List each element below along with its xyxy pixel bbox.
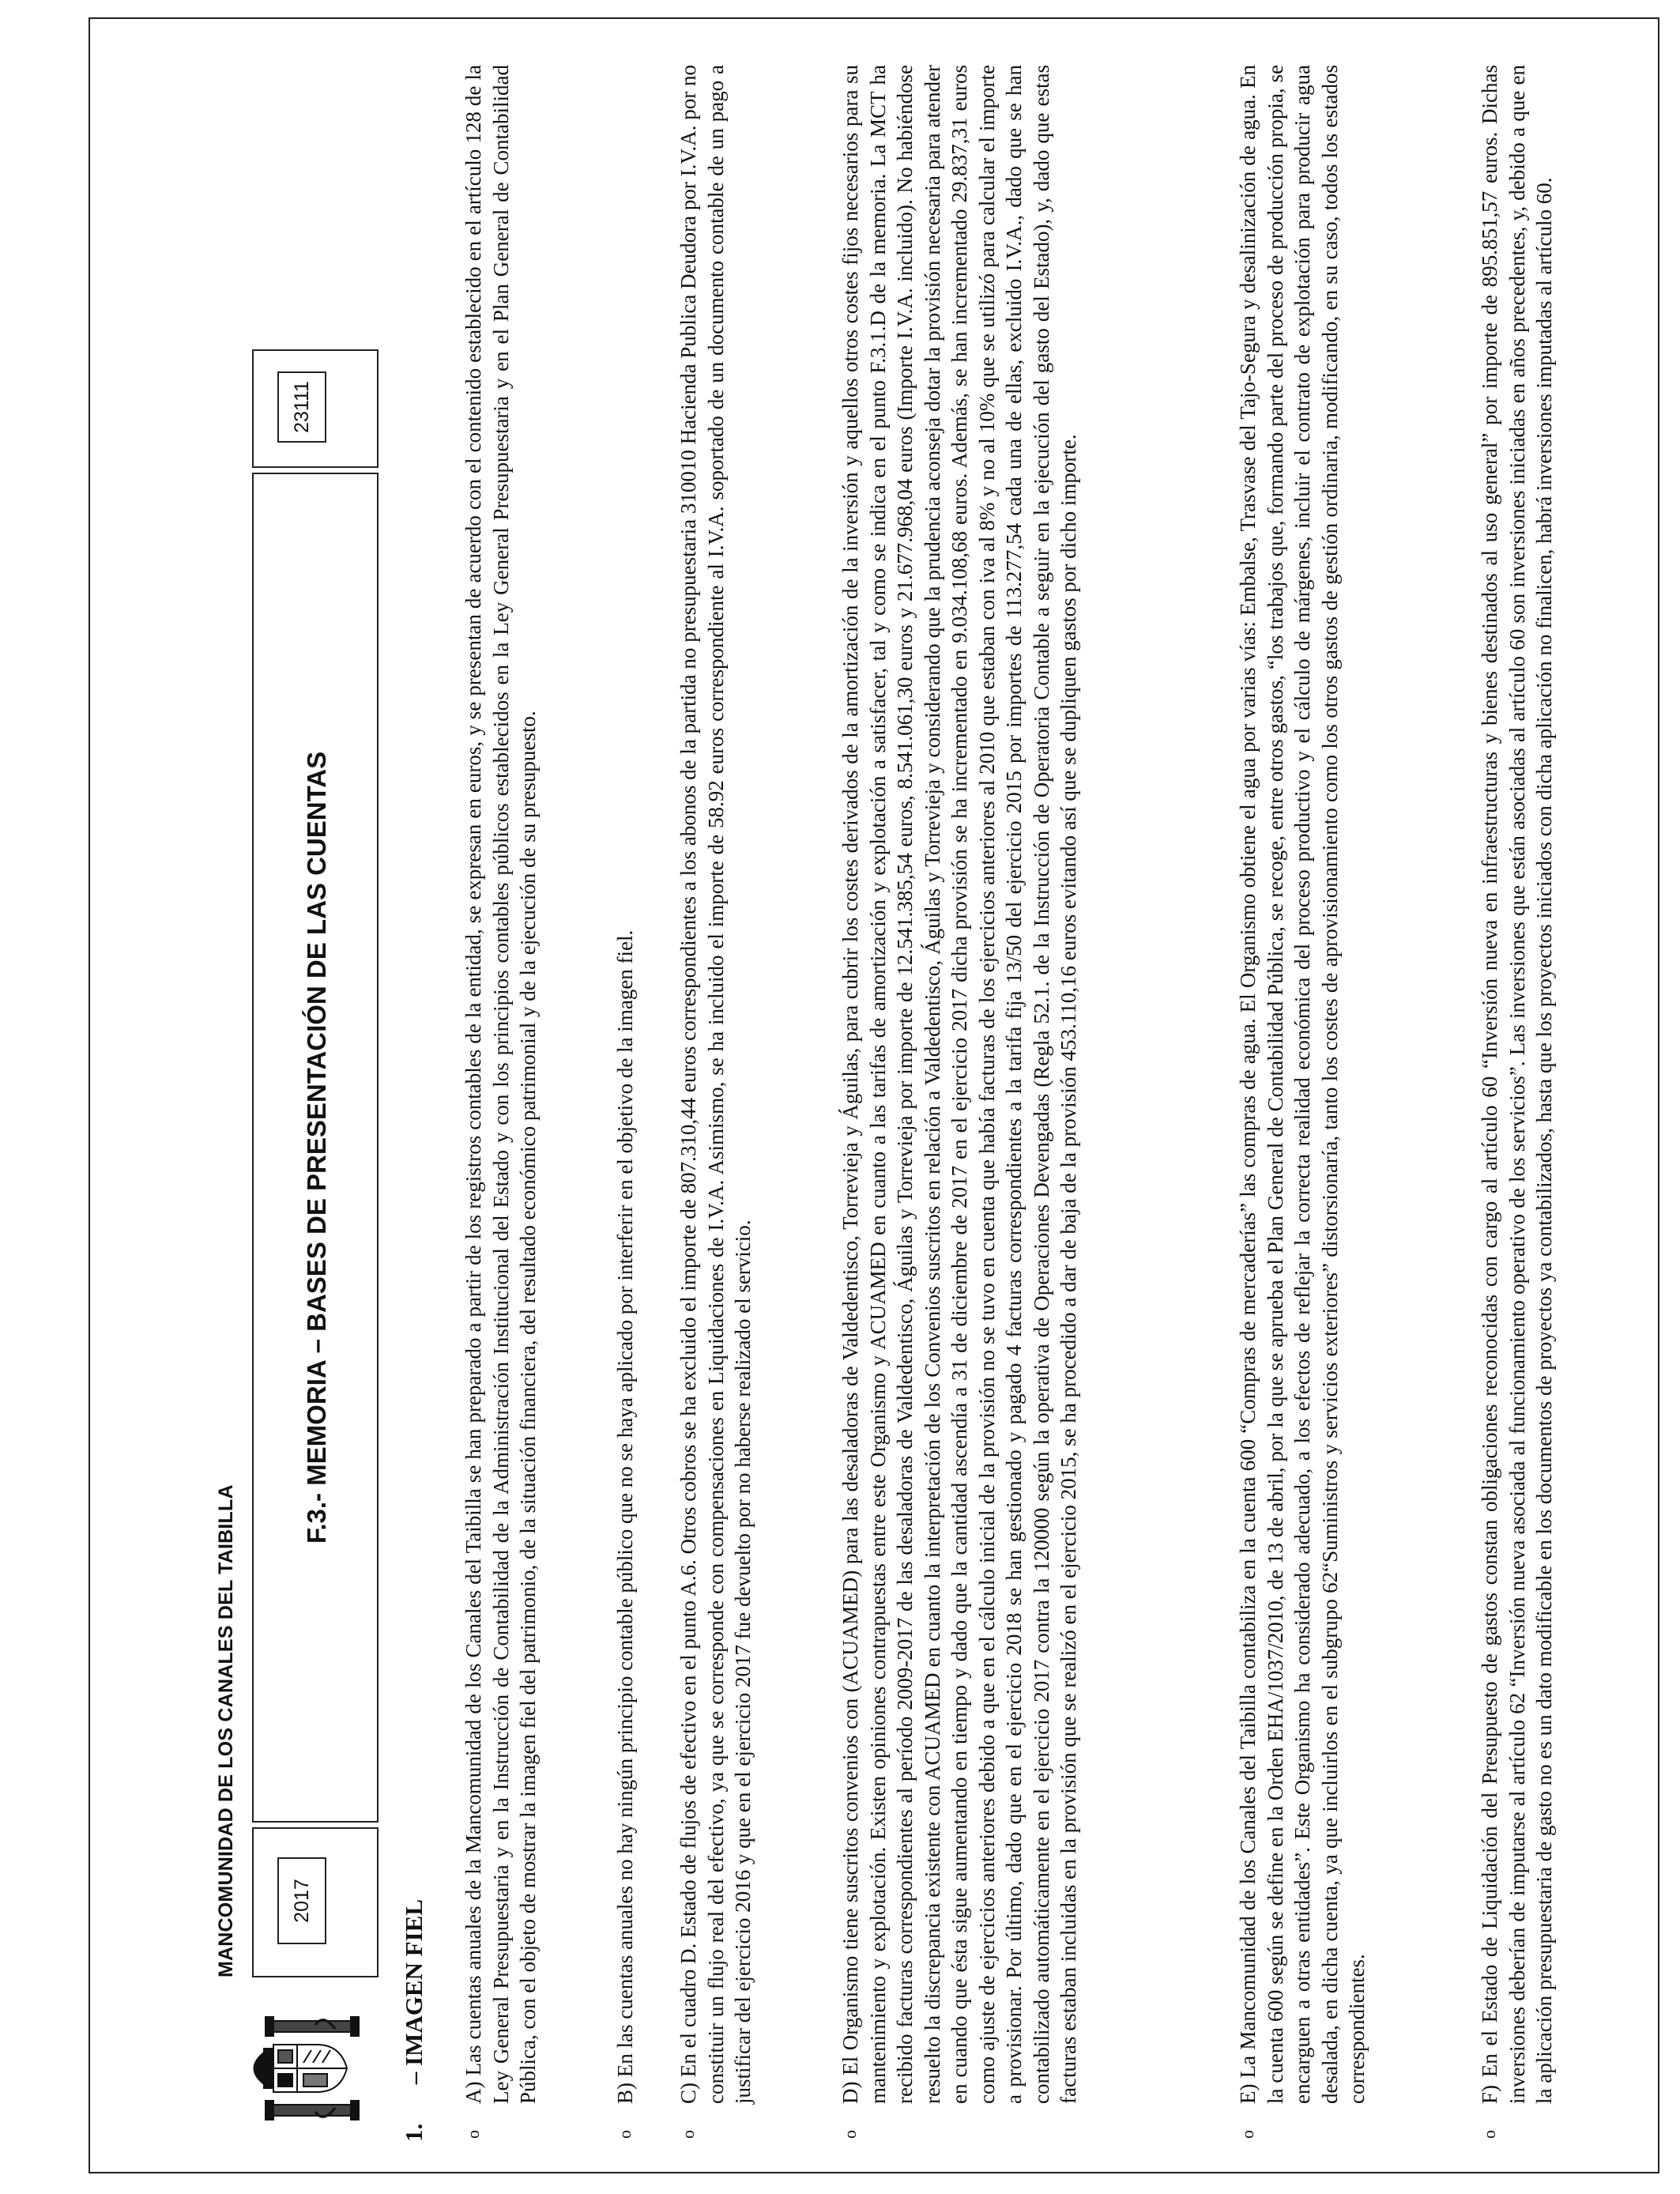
- paragraph-text: B) En las cuentas anuales no hay ningún principio contable público que no se haya aplicado por interferir en el objetivo de la imagen fiel.: [613, 929, 637, 2104]
- paragraph-text: C) En el cuadro D. Estado de flujos de efectivo en el punto A.6. Otros cobros se ha excluido el importe de 807.310,44 euros correspondientes a los abonos de la partida no presupuestaria 310010 Hacienda Publica Deudora por I.V.A. por no constituir un flujo real del efectivo, ya que se corresponde con compensaciones en Liquidaciones de I.V.A. Asimismo, se ha incluido el importe de 58.92 euros correspondiente al I.V.A. soportado de un documento contable de un pago a justificar del ejercicio 2016 y que en el ejercicio 2017 fue devuelto por no haberse realizado el servicio.: [676, 65, 755, 2104]
- paragraph-f: [1476, 65, 1558, 2139]
- bullet: o: [1479, 2130, 1499, 2139]
- paragraph-text: E) La Mancomunidad de los Canales del Taibilla contabiliza en la cuenta 600 “Compras de mercaderías” las compras de agua. El Organismo obtiene el agua por varias vías: Embalse, Trasvase del Tajo-Segura y desalinización de agua. En la cuenta 600 según se define en la Orden EHA/1037/2010, de 13 de abril, por la que se aprueba el Plan General de Contabilidad Pública, se recoge, entre otros gastos, “los trabajos que, formando parte del proceso de producción propia, se encarguen a otras entidades”. Este Organismo ha considerado adecuado, a los efectos de reflejar la correcta realidad económica del proceso productivo y el cálculo de márgenes, incluir el contrato de explotación para producir agua desalada, en dicha cuenta, ya que incluirlos en el subgrupo 62“Suministros y servicios exteriores” distorsionaría, tanto los costes de aprovisionamiento como los otros gastos de gestión ordinaria, modificando, en su caso, todos los estados correspondientes.: [1236, 65, 1369, 2104]
- coat-of-arms-icon: [240, 2009, 376, 2128]
- header-year-box: [252, 1827, 379, 1977]
- organization-name: MANCOMUNIDAD DE LOS CANALES DEL TAIBILLA: [215, 1484, 237, 1977]
- page-title: F.3.- MEMORIA – BASES DE PRESENTACIÓN DE LAS CUENTAS: [302, 751, 331, 1544]
- paragraph-b: [612, 65, 639, 2139]
- bullet: o: [615, 2130, 635, 2139]
- header-code-box: [252, 349, 379, 468]
- paragraph-c: [675, 65, 757, 2139]
- bullet: o: [463, 2130, 483, 2139]
- section-number: 1.: [400, 2123, 428, 2142]
- header-year: 2017: [277, 1857, 326, 1944]
- paragraph-text: D) El Organismo tiene suscritos convenios con (ACUAMED) para las desaladoras de Valdedentisco, Torrevieja y Águilas, para cubrir los costes derivados de la amortización de la inversión y aquellos otros costes fijos necesarios para su mantenimiento y explotación. Existen opiniones contrapuestas entre este Organismo y ACUAMED en cuanto a las tarifas de amortización y explotación a satisfacer, tal y como se indica en el punto F.3.1.D de la memoria. La MCT ha recibido facturas correspondientes al período 2009-2017 de las desaladoras de Valdedentisco, Águilas y Torrevieja por importe de 12.541.385,54 euros, 8.541.061,30 euros y 21.677.968,04 euros (Importe I.V.A. incluido). No habiéndose resuelto la discrepancia existente con ACUAMED en cuanto la interpretación de los Convenios suscritos en relación a Valdedentisco, Águilas y Torrevieja y considerando que la prudencia aconseja dotar la provisión necesaria para atender en cuando que ésta sigue aumentando en tiempo y dado que la cantidad ascendía a 31 de diciembre de 2017 en el ejercicio 2017 dicha provisión se ha incrementado en 9.034.108,68 euros. Además, se han incrementado 29.837,31 euros como ajuste de ejercicios anteriores debido a que en el cálculo inicial de la provisión no se tuvo en cuenta que había facturas de los ejercicios anteriores al 2010 que estaban con iva al 8% y no al 10% que se utilizó para calcular el importe a provisionar. Por último, dado que en el ejercicio 2018 se han gestionado y pagado 4 facturas correspondientes a la tarifa fija 13/50 del ejercicio 2015 por importes de 113.277,54 cada una de ellas, excluido I.V.A., dado que se han contabilizado automáticamente en el ejercicio 2017 contra la 120000 según la operativa de Operaciones Devengadas (Regla 52.1. de la Instrucción de Operatoria Contable a seguir en la ejecución del gasto del Estado), y, dado que estas facturas estaban incluidas en la provisión que se realizó en el ejercicio 2015, se ha procedido a dar de baja de la provisión 453.110,16 euros evitando así que se dupliquen gastos por dicho importe.: [838, 65, 1080, 2104]
- paragraph-text: F) En el Estado de Liquidación del Presupuesto de gastos constan obligaciones reconocidas con cargo al artículo 60 “Inversión nueva en infraestructuras y bienes destinados al uso general” por importe de 895.851,57 euros. Dichas inversiones deberían de imputarse al artículo 62 “Inversión nueva asociada al funcionamiento operativo de los servicios”. Las inversiones que están asociadas al artículo 60 son inversiones iniciadas en años precedentes, y, debido a que en la aplicación presupuestaria de gasto no es un dato modificable en los documentos de proyectos ya contabilizados, hasta que los proyectos iniciados con dicha aplicación no finalicen, habrá inversiones imputadas al artículo 60.: [1478, 65, 1556, 2104]
- paragraph-e: [1234, 65, 1371, 2139]
- rotated-page: [90, 19, 1661, 2175]
- paragraph-a: [460, 65, 542, 2139]
- bullet: o: [678, 2130, 698, 2139]
- bullet: o: [840, 2130, 860, 2139]
- bullet: o: [1237, 2130, 1257, 2139]
- header-code: 23111: [277, 371, 326, 443]
- header-title-box: [252, 473, 379, 1823]
- section-title: – IMAGEN FIEL: [400, 1899, 428, 2085]
- page-frame: [89, 17, 1659, 2173]
- paragraph-d: [837, 65, 1083, 2139]
- section-heading: [400, 1899, 428, 2142]
- paragraph-text: A) Las cuentas anuales de la Mancomunidad de los Canales del Taibilla se han preparado a partir de los registros contables de la entidad, se expresan en euros, y se presentan de acuerdo con el contenido establecido en el artículo 128 de la Ley General Presupuestaria y en la Instrucción de Contabilidad de la Administración Institucional del Estado y con los principios contables públicos establecidos en la Ley General Presupuestaria y en el Plan General de Contabilidad Pública, con el objeto de mostrar la imagen fiel del patrimonio, de la situación financiera, del resultado económico patrimonial y de la ejecución de su presupuesto.: [461, 65, 540, 2104]
